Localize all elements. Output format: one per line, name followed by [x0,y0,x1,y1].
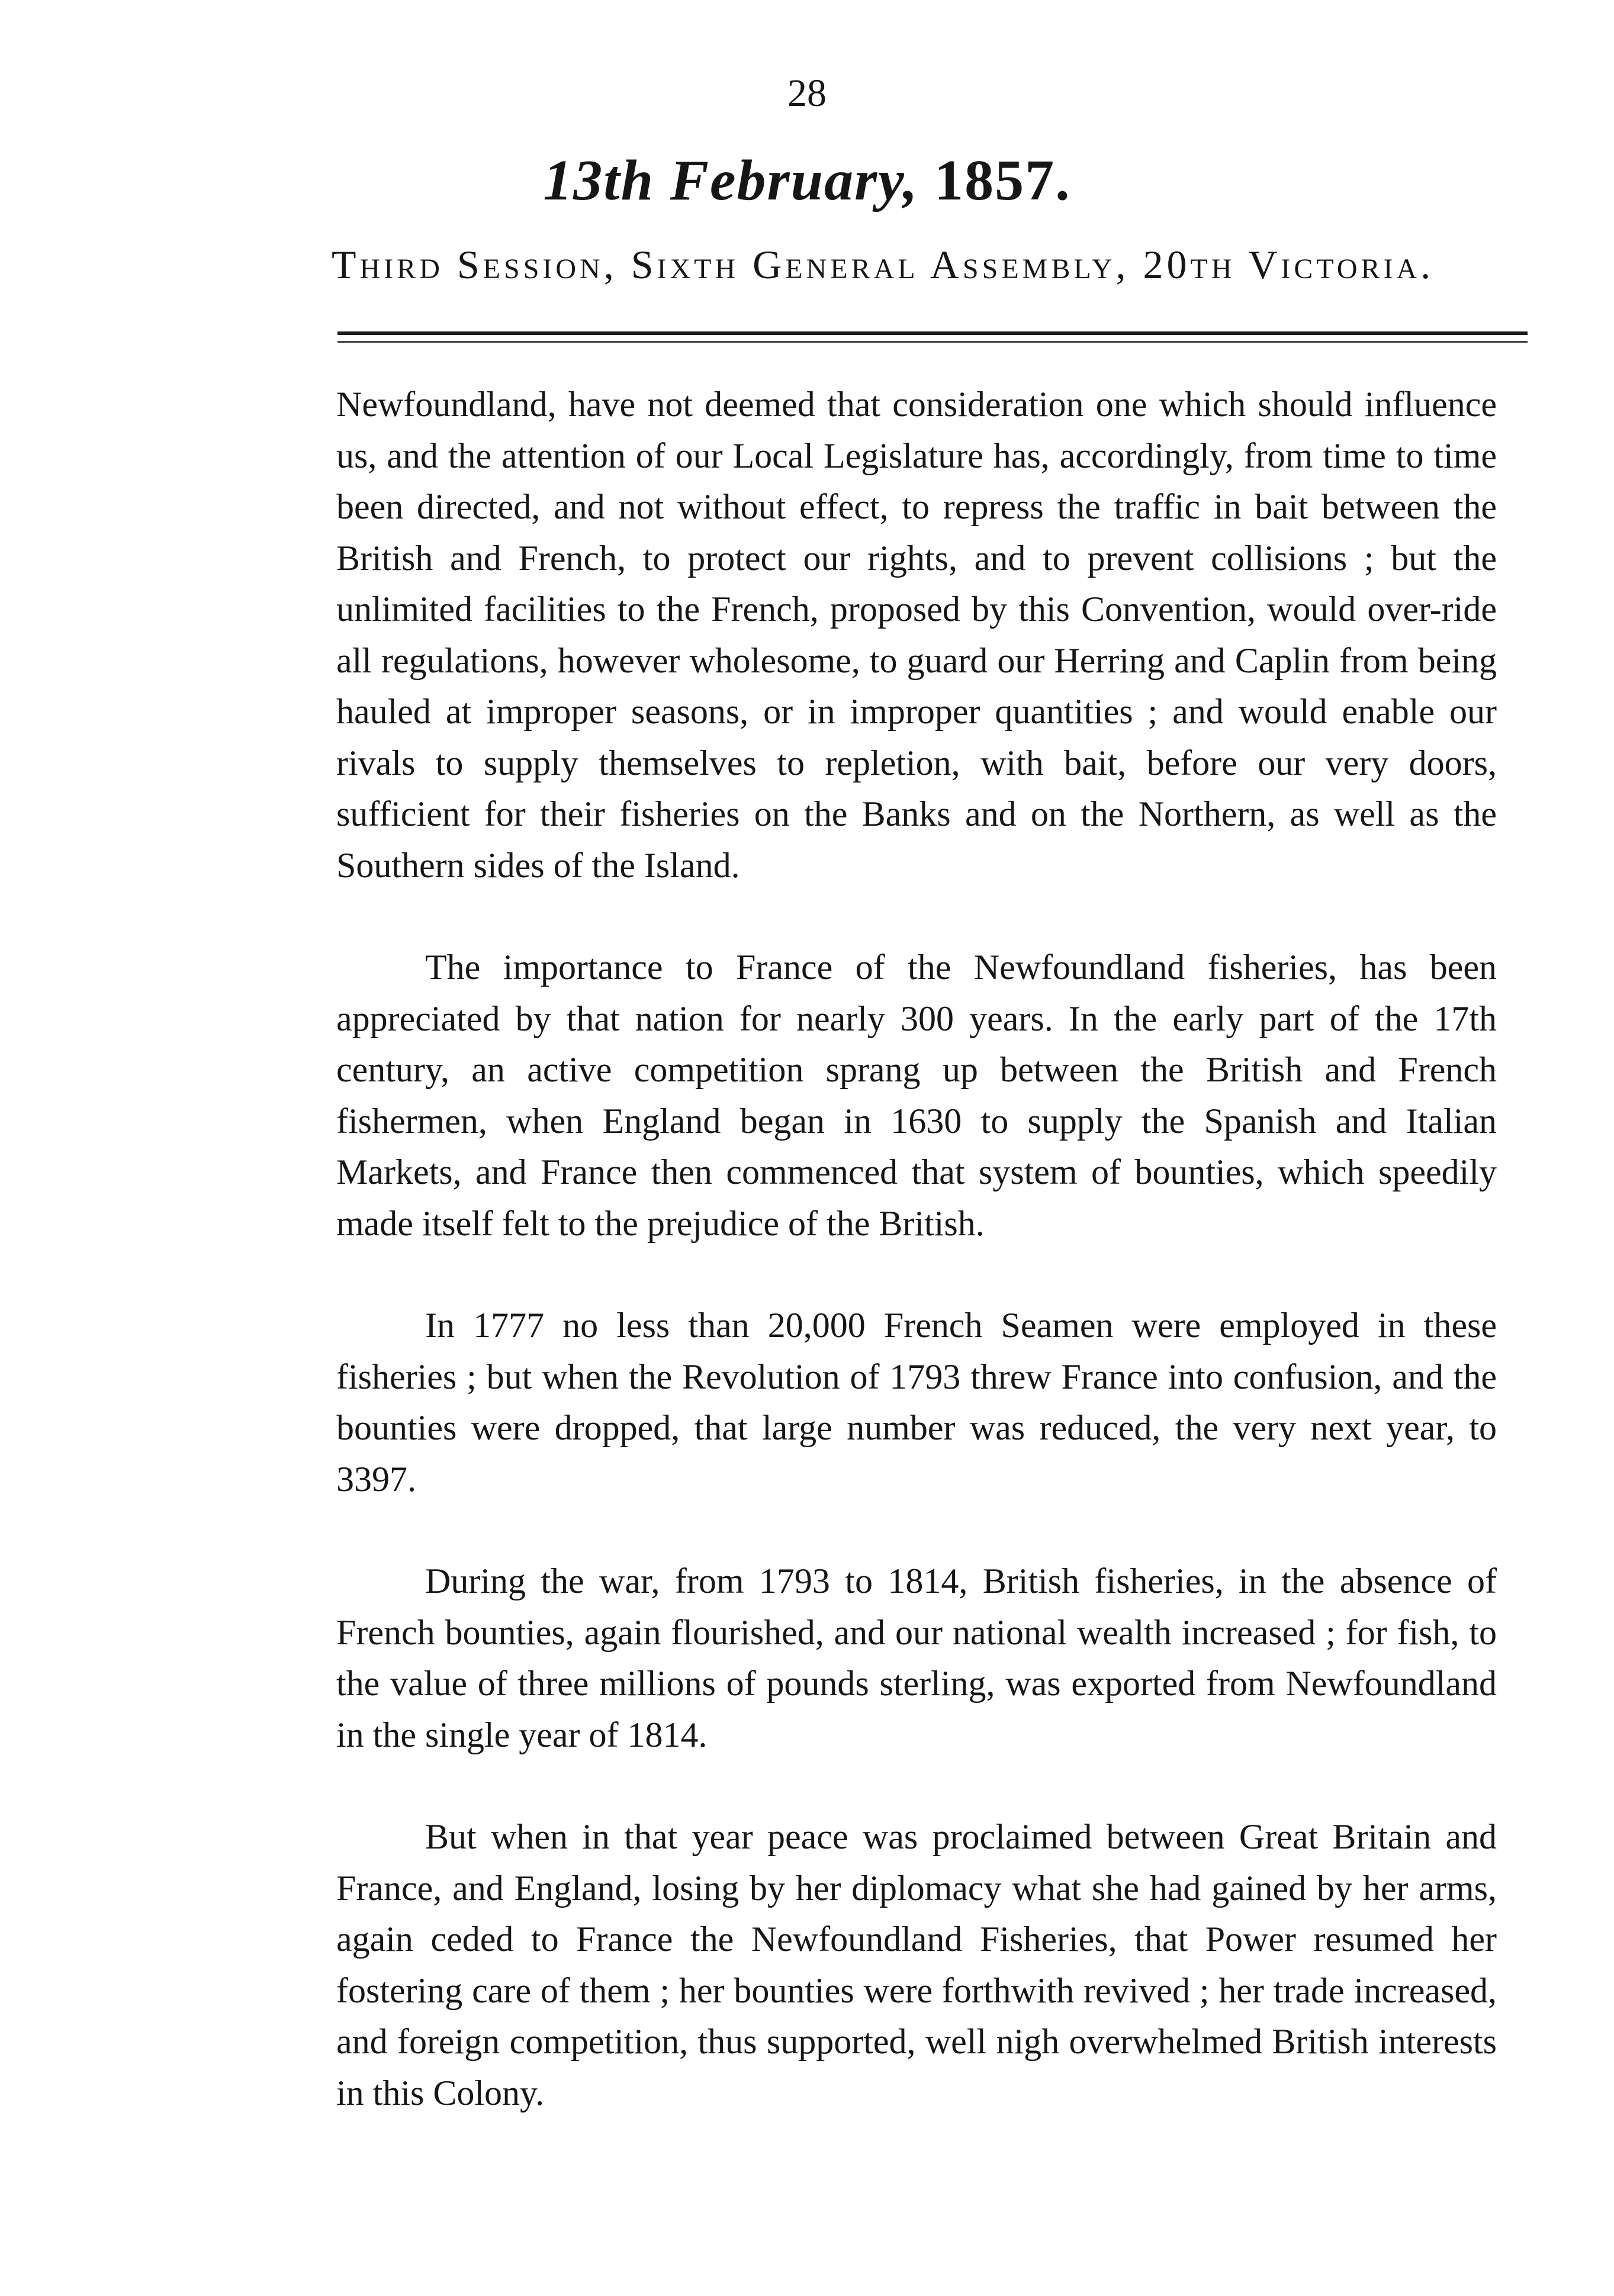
paragraph: But when in that year peace was proclaimed between Great Britain and France, and England, losing by her diplomacy what she had gained by her arms, again ceded to France the Newfoundland Fisheries, that Power resumed her fostering care of them ; her bounties were forthwith revived ; her trade increased, and foreign competition, thus supported, well nigh overwhelmed British interests in this Colony. [336,1817,1497,2113]
paragraph: In 1777 no less than 20,000 French Seamen were employed in these fisheries ; but when the Revolution of 1793 threw France into confusion, and the bounties were dropped, that large number was reduced, the very next year, to 3397. [336,1306,1497,1499]
page-number: 28 [787,72,827,115]
paragraph: The importance to France of the Newfoundland fisheries, has been appreciated by that nation for nearly 300 years. In the early part of the 17th century, an active competition sprang up between the British and French fishermen, when England began in 1630 to supply the Spanish and Italian Markets, and France then commenced that system of bounties, which speedily made itself felt to the prejudice of the British. [336,948,1497,1243]
paragraph: During the war, from 1793 to 1814, British fisheries, in the absence of French bounties, again flourished, and our national wealth increased ; for fish, to the value of three millions of pounds sterling, was exported from Newfoundland in the single year of 1814. [336,1561,1497,1754]
body-text [336,379,1497,2169]
date-month: February, [670,149,919,212]
double-rule-bottom [337,341,1528,343]
paragraph: Newfoundland, have not deemed that consideration one which should influence us, and the attention of our Local Legislature has, accordingly, from time to time been directed, and not without effect, to repress the traffic in bait between the British and French, to protect our rights, and to prevent collisions ; but the unlimited facilities to the French, proposed by this Convention, would over-ride all regulations, however wholesome, to guard our Herring and Caplin from being hauled at improper seasons, or in improper quantities ; and would enable our rivals to supply themselves to repletion, with bait, before our very doors, sufficient for their fisheries on the Banks and on the Northern, as well as the Southern sides of the Island. [336,385,1497,885]
double-rule-top [337,331,1528,335]
date-day: 13th [543,149,655,212]
session-line: Third Session, Sixth General Assembly, 20th Victoria. [332,242,1435,287]
date-heading [0,145,1614,216]
date-year: 1857. [934,149,1071,212]
